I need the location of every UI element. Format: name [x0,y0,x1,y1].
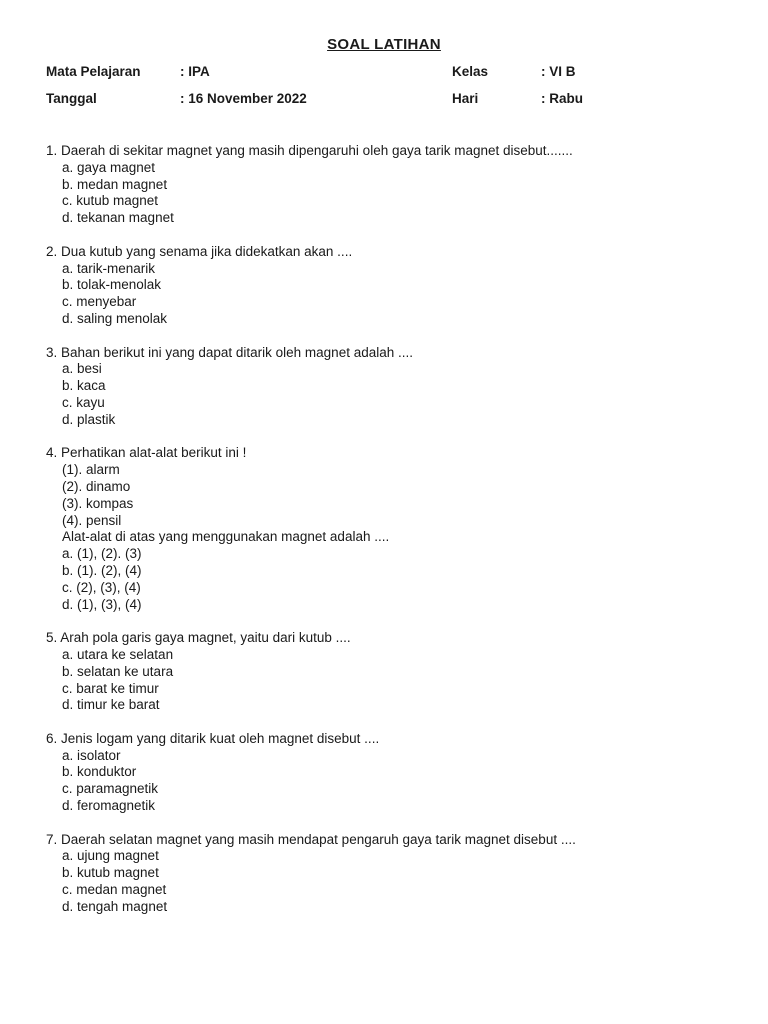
class-value: : VI B [541,64,576,79]
list-item-1: (1). alarm [62,462,120,478]
answer-option-c: c. barat ke timur [62,680,159,696]
question-2 [46,244,736,328]
answer-option-d: d. tekanan magnet [62,210,174,226]
question-text: 6. Jenis logam yang ditarik kuat oleh magnet disebut .... [46,730,380,746]
answer-option-d: d. feromagnetik [62,798,156,814]
meta-row-date [0,91,768,109]
answer-option-b: b. selatan ke utara [62,663,174,679]
answer-option-a: a. isolator [62,747,121,763]
question-text: 4. Perhatikan alat-alat berikut ini ! [46,445,247,461]
answer-option-c: c. medan magnet [62,882,167,898]
day-value: : Rabu [541,91,583,106]
answer-option-a: a. (1), (2). (3) [62,546,142,562]
question-7 [46,832,736,916]
answer-option-a: a. besi [62,361,102,377]
answer-option-a: a. gaya magnet [62,159,156,175]
answer-option-c: c. (2), (3), (4) [62,579,141,595]
meta-row-subject [0,64,768,82]
subject-label: Mata Pelajaran [46,64,141,79]
question-6 [46,731,736,815]
page-title: SOAL LATIHAN [327,36,441,53]
answer-option-c: c. menyebar [62,294,137,310]
answer-option-a: a. ujung magnet [62,848,159,864]
answer-option-d: d. saling menolak [62,310,168,326]
date-label: Tanggal [46,91,97,106]
answer-option-c: c. kayu [62,394,105,410]
question-list [46,143,736,932]
question-prompt: Alat-alat di atas yang menggunakan magnet adalah .... [62,529,390,545]
answer-option-d: d. plastik [62,411,116,427]
answer-option-d: d. tengah magnet [62,898,168,914]
question-text: 1. Daerah di sekitar magnet yang masih dipengaruhi oleh gaya tarik magnet disebut....... [46,143,573,158]
question-5 [46,630,736,714]
class-label: Kelas [452,64,489,79]
question-1 [46,143,736,227]
answer-option-a: a. utara ke selatan [62,646,174,662]
answer-option-c: c. kutub magnet [62,193,159,209]
question-text: 7. Daerah selatan magnet yang masih mendapat pengaruh gaya tarik magnet disebut .... [46,831,576,847]
answer-option-d: d. (1), (3), (4) [62,596,142,612]
question-text: 5. Arah pola garis gaya magnet, yaitu dari kutub .... [46,630,351,646]
subject-value: : IPA [180,64,210,79]
list-item-3: (3). kompas [62,495,134,511]
list-item-4: (4). pensil [62,512,122,528]
answer-option-b: b. kaca [62,378,106,394]
answer-option-c: c. paramagnetik [62,781,159,797]
list-item-2: (2). dinamo [62,478,131,494]
answer-option-b: b. medan magnet [62,176,168,192]
question-3 [46,345,736,429]
question-text: 3. Bahan berikut ini yang dapat ditarik oleh magnet adalah .... [46,344,413,360]
answer-option-b: b. konduktor [62,764,137,780]
answer-option-b: b. (1). (2), (4) [62,562,142,578]
answer-option-b: b. tolak-menolak [62,277,162,293]
answer-option-b: b. kutub magnet [62,865,159,881]
question-4 [46,445,736,613]
answer-option-a: a. tarik-menarik [62,260,156,276]
date-value: : 16 November 2022 [180,91,307,106]
day-label: Hari [452,91,479,106]
question-text: 2. Dua kutub yang senama jika didekatkan akan .... [46,243,353,259]
answer-option-d: d. timur ke barat [62,697,160,713]
